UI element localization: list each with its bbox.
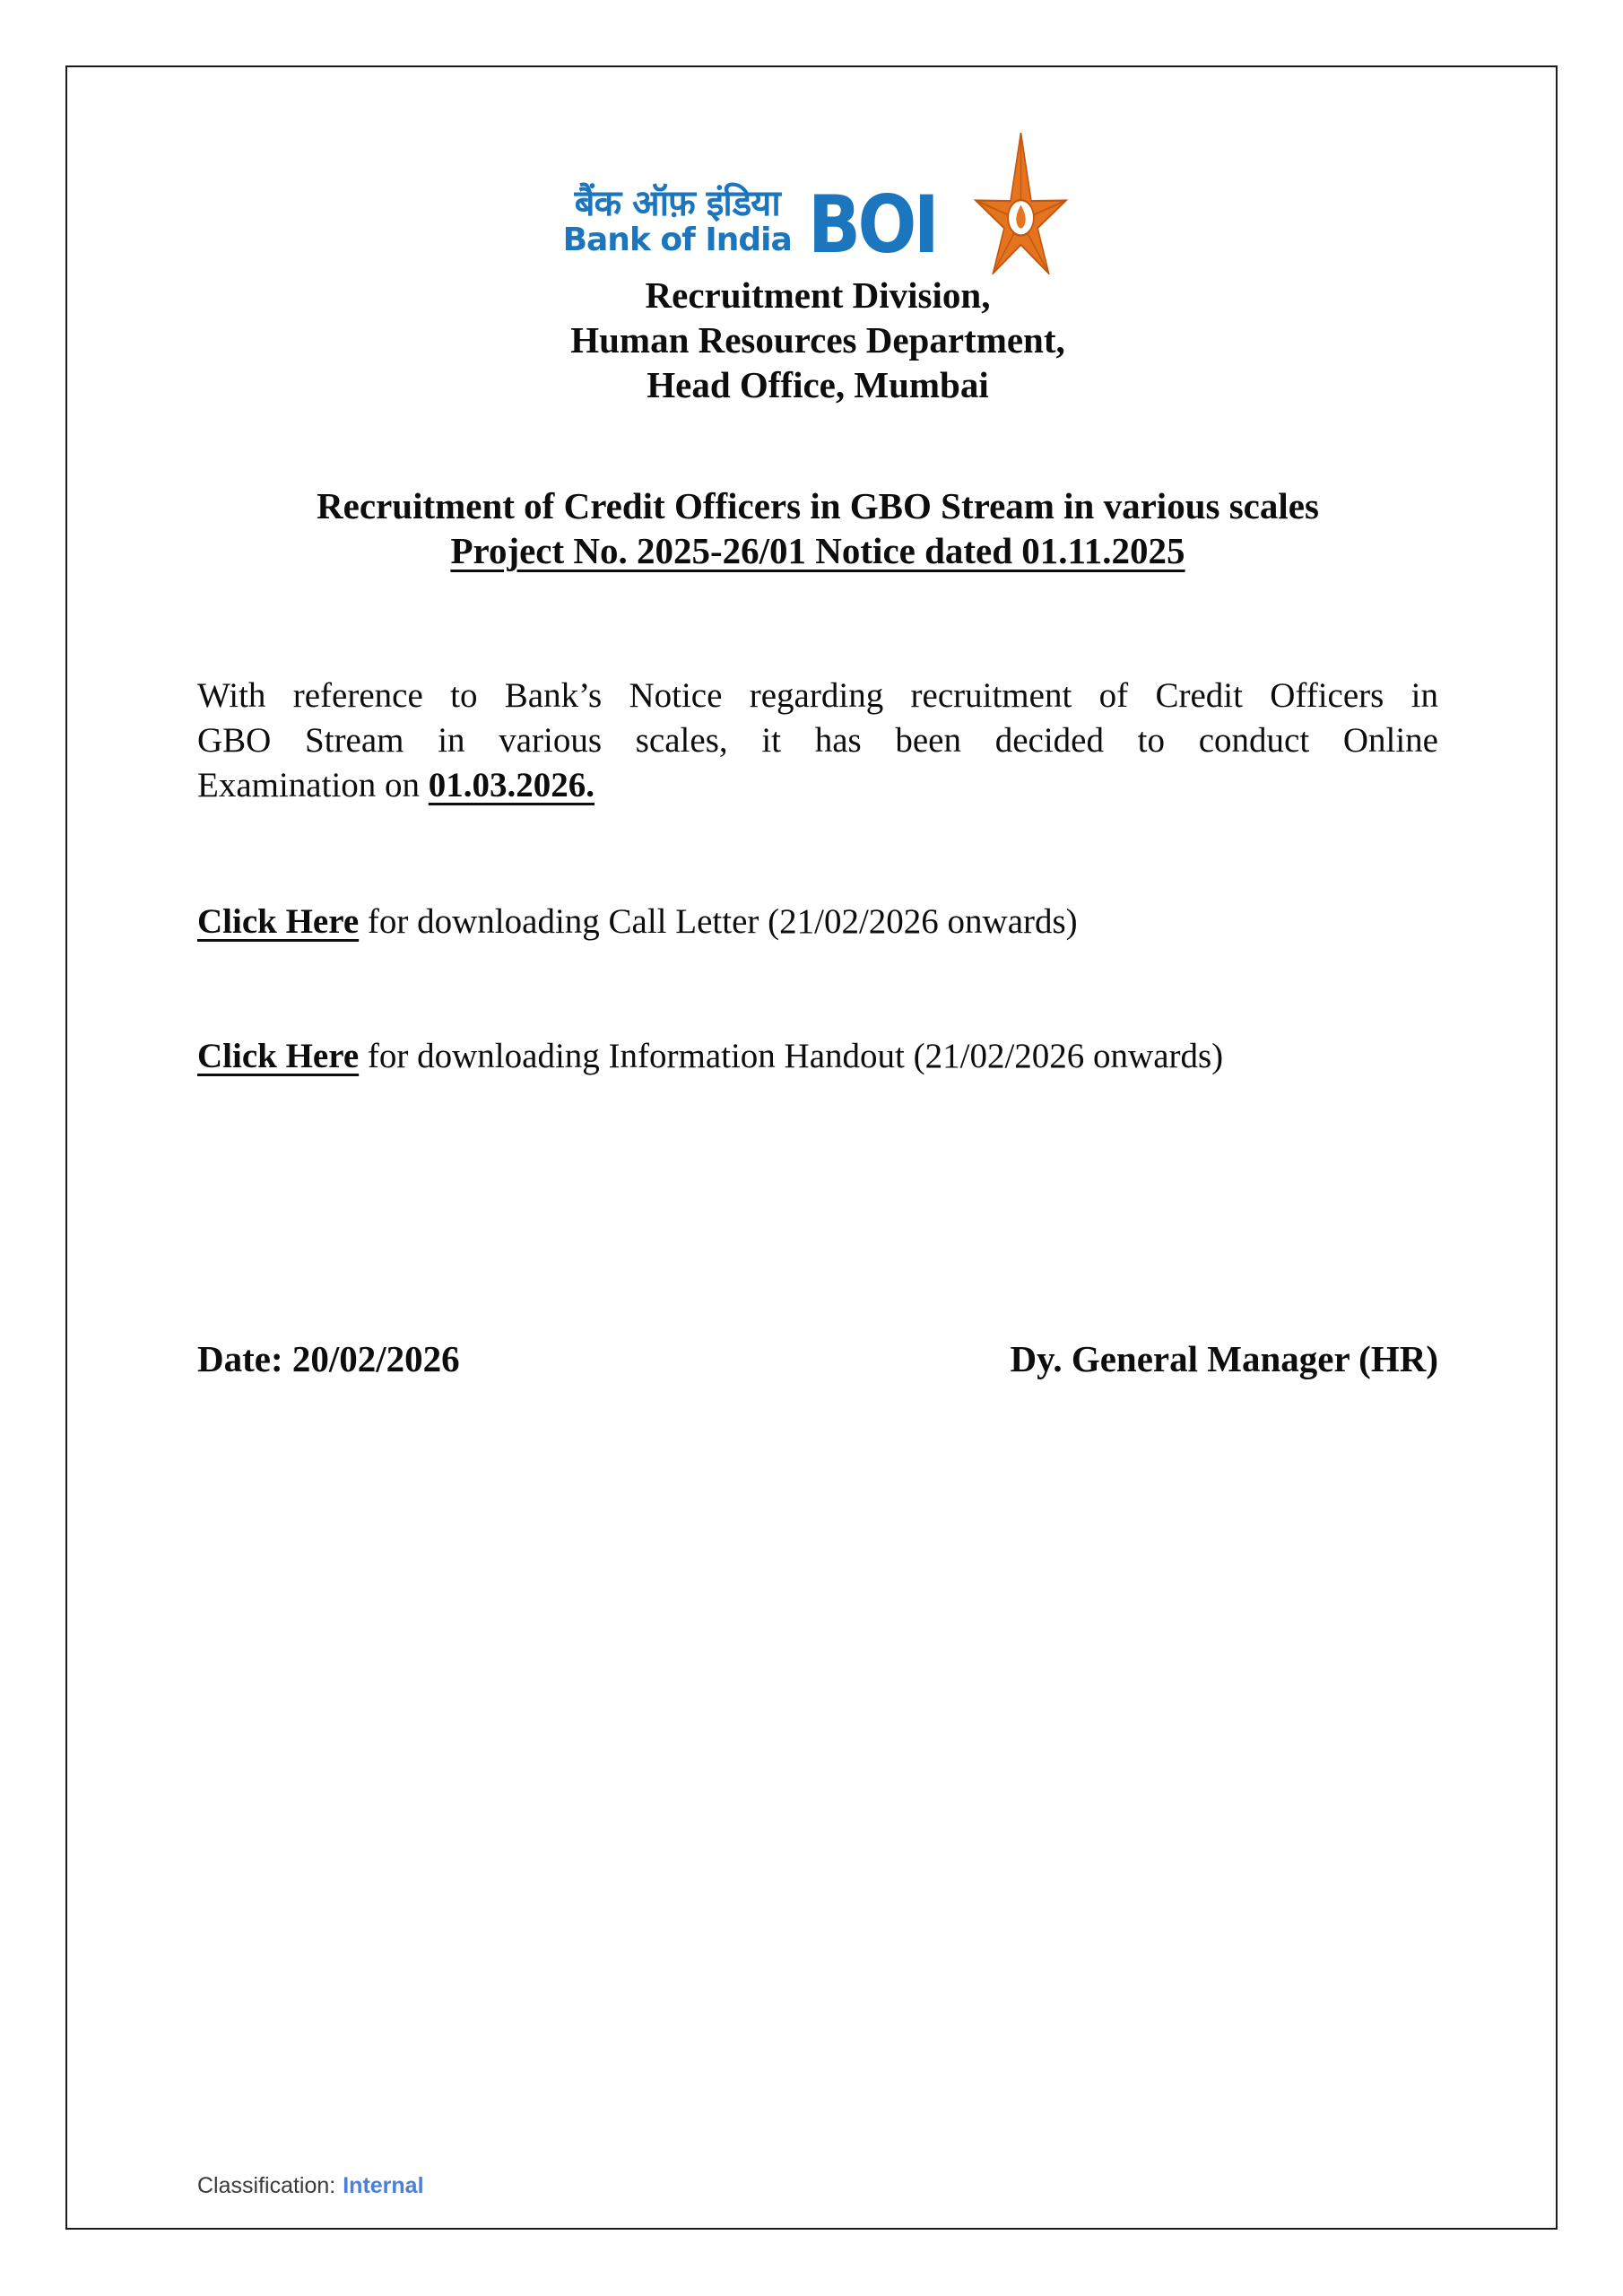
signature-title: Dy. General Manager (HR) — [1010, 1338, 1438, 1379]
notice-body — [197, 674, 1438, 808]
dept-line-hr-department: Human Resources Department, — [570, 319, 1065, 361]
boi-wordmark: BOI — [807, 178, 936, 271]
signoff-row — [197, 1336, 1438, 1381]
exam-date: 01.03.2026. — [428, 766, 595, 804]
body-line-3-prefix: Examination on — [197, 766, 429, 804]
call-letter-link[interactable]: Click Here — [197, 902, 360, 941]
boi-star-icon — [969, 133, 1072, 274]
page-border — [65, 65, 1558, 2230]
bank-name-english: Bank of India — [562, 222, 792, 259]
information-handout-text: for downloading Information Handout (21/02/2026 onwards) — [359, 1037, 1224, 1075]
bank-name-hindi: बैंक ऑफ़ इंडिया — [574, 182, 780, 224]
call-letter-line — [197, 900, 1438, 944]
classification-label: Classification: — [197, 2173, 336, 2198]
notice-title-line1: Recruitment of Credit Officers in GBO Stream in various scales — [317, 485, 1319, 526]
information-handout-line — [197, 1034, 1438, 1079]
notice-title-project-no: Project No. 2025-26/01 Notice dated 01.11.2025 — [450, 530, 1185, 571]
body-line-2: GBO Stream in various scales, it has been decided to conduct Online — [197, 721, 1438, 760]
dept-line-recruitment-division: Recruitment Division, — [645, 274, 991, 316]
classification-value: Internal — [343, 2173, 424, 2198]
bank-logo — [197, 133, 1438, 271]
dept-line-head-office: Head Office, Mumbai — [647, 364, 989, 405]
body-line-3 — [197, 763, 1438, 808]
call-letter-text: for downloading Call Letter (21/02/2026 onwards) — [359, 902, 1078, 941]
classification-footer — [197, 2173, 424, 2199]
bank-name-block — [562, 182, 792, 264]
department-header — [197, 273, 1438, 407]
information-handout-link[interactable]: Click Here — [197, 1037, 360, 1075]
body-line-1: With reference to Bank’s Notice regarding recruitment of Credit Officers in — [197, 676, 1438, 715]
page-content — [67, 133, 1556, 1381]
notice-date: Date: 20/02/2026 — [197, 1338, 460, 1379]
notice-title — [197, 483, 1438, 573]
